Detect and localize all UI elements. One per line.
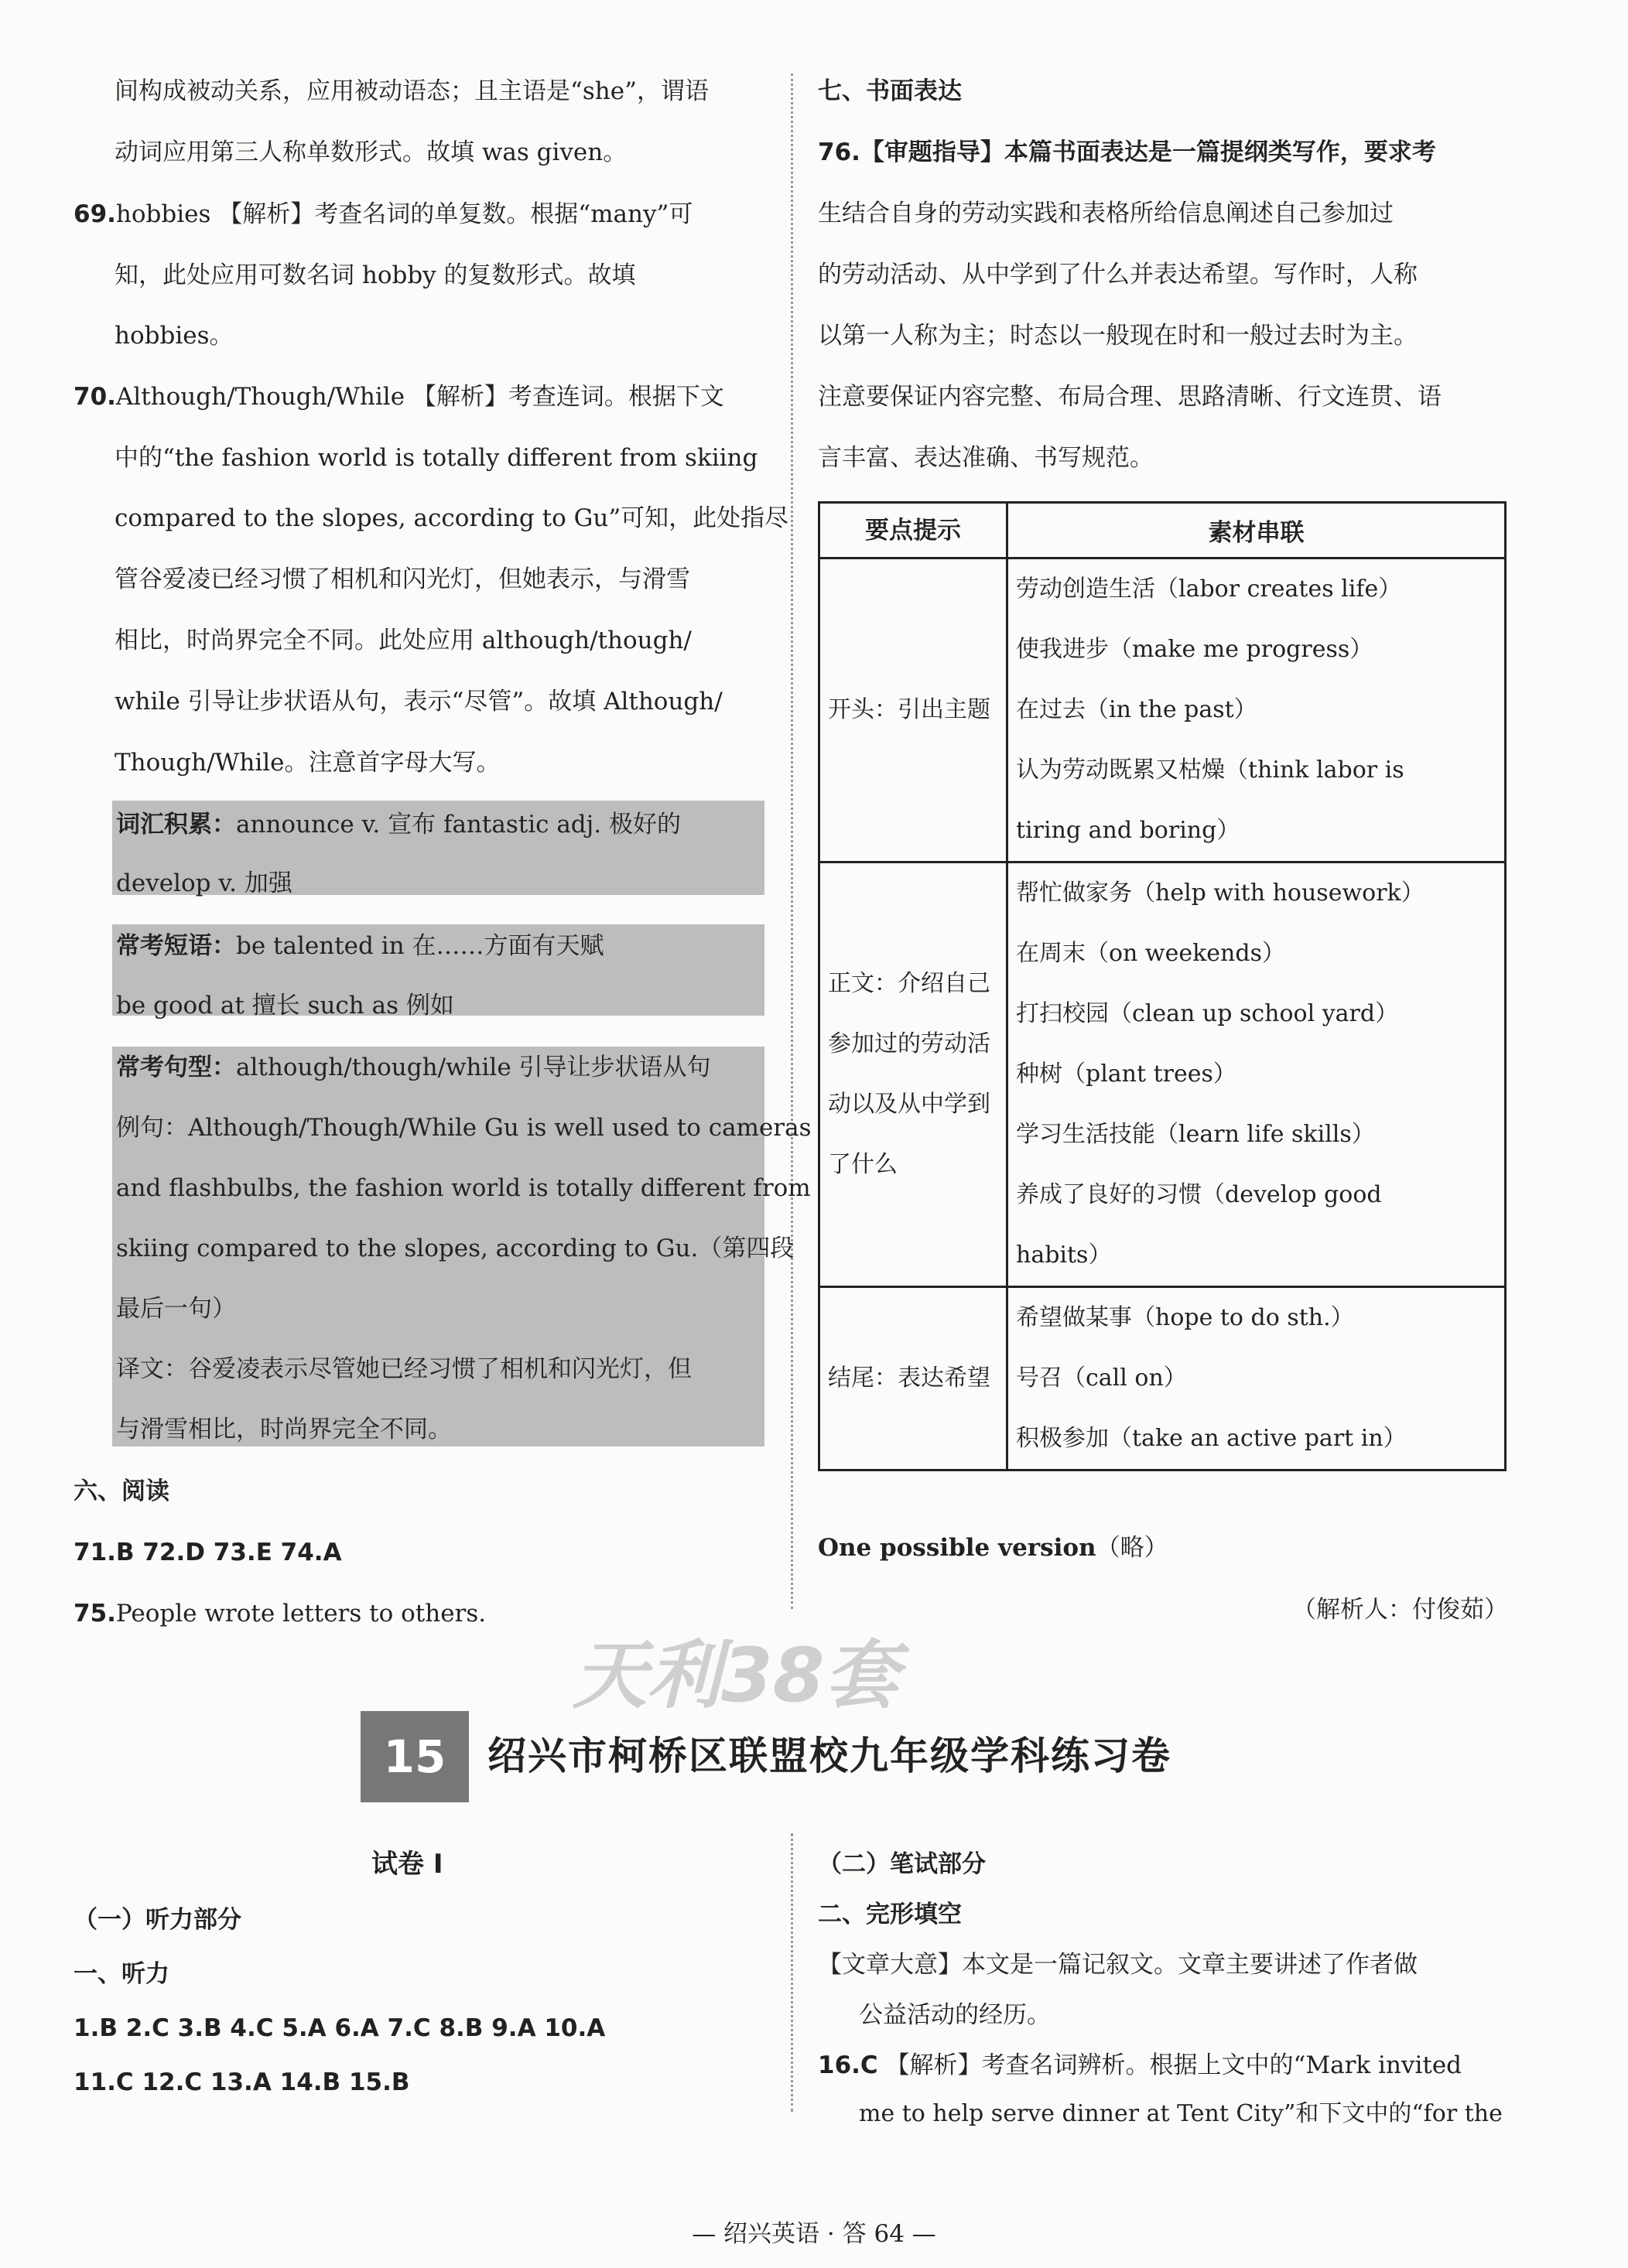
material-item: 积极参加（take an active part in） (1016, 1425, 1407, 1452)
reading-answers: 71.B 72.D 73.E 74.A (74, 1539, 342, 1566)
writing-title: 七、书面表达 (818, 77, 962, 105)
q16-line: 【解析】考查名词辨析。根据上文中的“Mark invited (877, 2051, 1462, 2079)
material-item: 在过去（in the past） (1016, 696, 1257, 723)
table-header-points: 要点提示 (819, 503, 1007, 558)
patterns-line6: 译文：谷爱凌表示尽管她已经习惯了相机和闪光灯，但 (116, 1355, 692, 1383)
paper-title: 绍兴市柯桥区联盟校九年级学科练习卷 (487, 1733, 1171, 1778)
material-item: 学习生活技能（learn life skills） (1016, 1121, 1375, 1148)
table-cell-opening: 开头：引出主题 (819, 558, 1007, 862)
table-cell-material (1007, 862, 1506, 1287)
q70-line: Although/Though/While 【解析】考查连词。根据下文 (115, 383, 724, 411)
table-cell-ending: 结尾：表达希望 (819, 1287, 1007, 1470)
material-item: 希望做某事（hope to do sth.） (1016, 1304, 1354, 1331)
possible-version-tail: （略） (1096, 1534, 1168, 1562)
patterns-line3: and flashbulbs, the fashion world is totally different from (116, 1174, 811, 1202)
material-item: 在周末（on weekends） (1016, 940, 1285, 967)
table-row (819, 558, 1506, 862)
text-line: 相比，时尚界完全不同。此处应用 although/though/ (115, 627, 692, 654)
text-line: 的劳动活动、从中学到了什么并表达希望。写作时，人称 (818, 261, 1418, 289)
q69-number: 69. (74, 200, 116, 228)
vocab-label: 词汇积累： (116, 811, 236, 839)
q75-block (74, 1598, 486, 1629)
vocab-text: announce v. 宣布 fantastic adj. 极好的 (236, 811, 681, 839)
phrases-line2: be good at 擅长 such as 例如 (116, 992, 454, 1020)
text-line: 言丰富、表达准确、书写规范。 (818, 444, 1154, 472)
text-line: 间构成被动关系，应用被动语态；且主语是“she”，谓语 (115, 77, 709, 105)
q70-number: 70. (74, 383, 116, 411)
text-line: compared to the slopes, according to Gu”可知，此处指尽 (115, 504, 789, 532)
column-divider (791, 73, 793, 1609)
text-line: 中的“the fashion world is totally different from skiing (115, 444, 758, 472)
watermark-logo: 天利38套 (573, 1632, 899, 1719)
patterns-line4: skiing compared to the slopes, according to Gu.（第四段 (116, 1235, 795, 1262)
patterns-line2: 例句：Although/Though/While Gu is well used to cameras (116, 1114, 812, 1142)
column-divider-bottom (791, 1833, 793, 2112)
paper1-title: 试卷 I (371, 1849, 443, 1880)
material-item: 打扫校园（clean up school yard） (1016, 1000, 1399, 1027)
material-item: 使我进步（make me progress） (1016, 636, 1373, 663)
listening-answers-2: 11.C 12.C 13.A 14.B 15.B (74, 2068, 410, 2096)
phrases-text: be talented in 在……方面有天赋 (236, 932, 604, 960)
q75-number: 75. (74, 1600, 116, 1628)
table-cell-body: 正文：介绍自己参加过的劳动活动以及从中学到了什么 (819, 862, 1007, 1287)
material-item: 认为劳动既累又枯燥（think labor is (1016, 757, 1404, 784)
q76-number: 76. (818, 138, 860, 166)
patterns-text: although/though/while 引导让步状语从句 (236, 1054, 711, 1081)
q16-line2: me to help serve dinner at Tent City”和下文中的“for the (859, 2100, 1503, 2127)
paper-number: 15 (361, 1711, 469, 1802)
reading-title: 六、阅读 (74, 1477, 169, 1505)
cloze-title: 二、完形填空 (818, 1901, 962, 1928)
table-row (819, 862, 1506, 1287)
table-row (819, 1287, 1506, 1470)
material-item: 养成了良好的习惯（develop good (1016, 1181, 1382, 1208)
listening-answers-1: 1.B 2.C 3.B 4.C 5.A 6.A 7.C 8.B 9.A 10.A (74, 2014, 606, 2042)
patterns-line (116, 1052, 711, 1083)
patterns-line7: 与滑雪相比，时尚界完全不同。 (116, 1416, 452, 1443)
vocab-line2: develop v. 加强 (116, 869, 292, 897)
listening-part: （一）听力部分 (74, 1906, 241, 1934)
summary-line: 【文章大意】本文是一篇记叙文。文章主要讲述了作者做 (818, 1951, 1418, 1979)
table-header-material: 素材串联 (1007, 503, 1506, 558)
text-line: 生结合自身的劳动实践和表格所给信息阐述自己参加过 (818, 200, 1394, 227)
q16-block (818, 2050, 1462, 2081)
q75-text: People wrote letters to others. (115, 1600, 487, 1628)
material-item: 种树（plant trees） (1016, 1061, 1236, 1088)
material-item: 劳动创造生活（labor creates life） (1016, 576, 1402, 603)
patterns-line5: 最后一句） (116, 1295, 236, 1323)
text-line: while 引导让步状语从句，表示“尽管”。故填 Although/ (115, 688, 723, 716)
outline-table (818, 501, 1507, 1471)
table-cell-material (1007, 558, 1506, 862)
possible-version (818, 1532, 1168, 1563)
listening-title: 一、听力 (74, 1960, 169, 1988)
q76-line: 【审题指导】本篇书面表达是一篇提纲类写作，要求考 (860, 138, 1436, 166)
text-line: hobbies。 (115, 322, 234, 350)
text-line: 以第一人称为主；时态以一般现在时和一般过去时为主。 (818, 322, 1418, 350)
q69-line: hobbies 【解析】考查名词的单复数。根据“many”可 (115, 200, 693, 228)
possible-version-label: One possible version (818, 1534, 1096, 1562)
text-line: 动词应用第三人称单数形式。故填 was given。 (115, 138, 628, 166)
page-footer: — 绍兴英语 · 答 64 — (692, 2220, 936, 2248)
text-line: 管谷爱凌已经习惯了相机和闪光灯，但她表示，与滑雪 (115, 565, 690, 593)
text-line: 知，此处应用可数名词 hobby 的复数形式。故填 (115, 261, 636, 289)
summary-line2: 公益活动的经历。 (859, 2001, 1051, 2029)
text-line: 注意要保证内容完整、布局合理、思路清晰、行文连贯、语 (818, 383, 1442, 411)
material-item: tiring and boring） (1016, 817, 1240, 844)
q69-block (74, 199, 693, 230)
q76-block (818, 137, 1436, 168)
phrases-label: 常考短语： (116, 932, 236, 960)
table-header-row (819, 503, 1506, 558)
q16-number: 16.C (818, 2051, 878, 2079)
phrases-line (116, 931, 604, 962)
patterns-label: 常考句型： (116, 1054, 236, 1081)
analyst: （解析人：付俊茹） (1292, 1596, 1508, 1624)
table-cell-material (1007, 1287, 1506, 1470)
written-part: （二）笔试部分 (818, 1850, 986, 1878)
q70-block (74, 381, 724, 412)
text-line: Though/While。注意首字母大写。 (115, 749, 501, 777)
vocab-line (116, 809, 681, 840)
material-item: 帮忙做家务（help with housework） (1016, 880, 1424, 907)
material-item: 号召（call on） (1016, 1365, 1187, 1392)
material-item: habits） (1016, 1242, 1112, 1269)
